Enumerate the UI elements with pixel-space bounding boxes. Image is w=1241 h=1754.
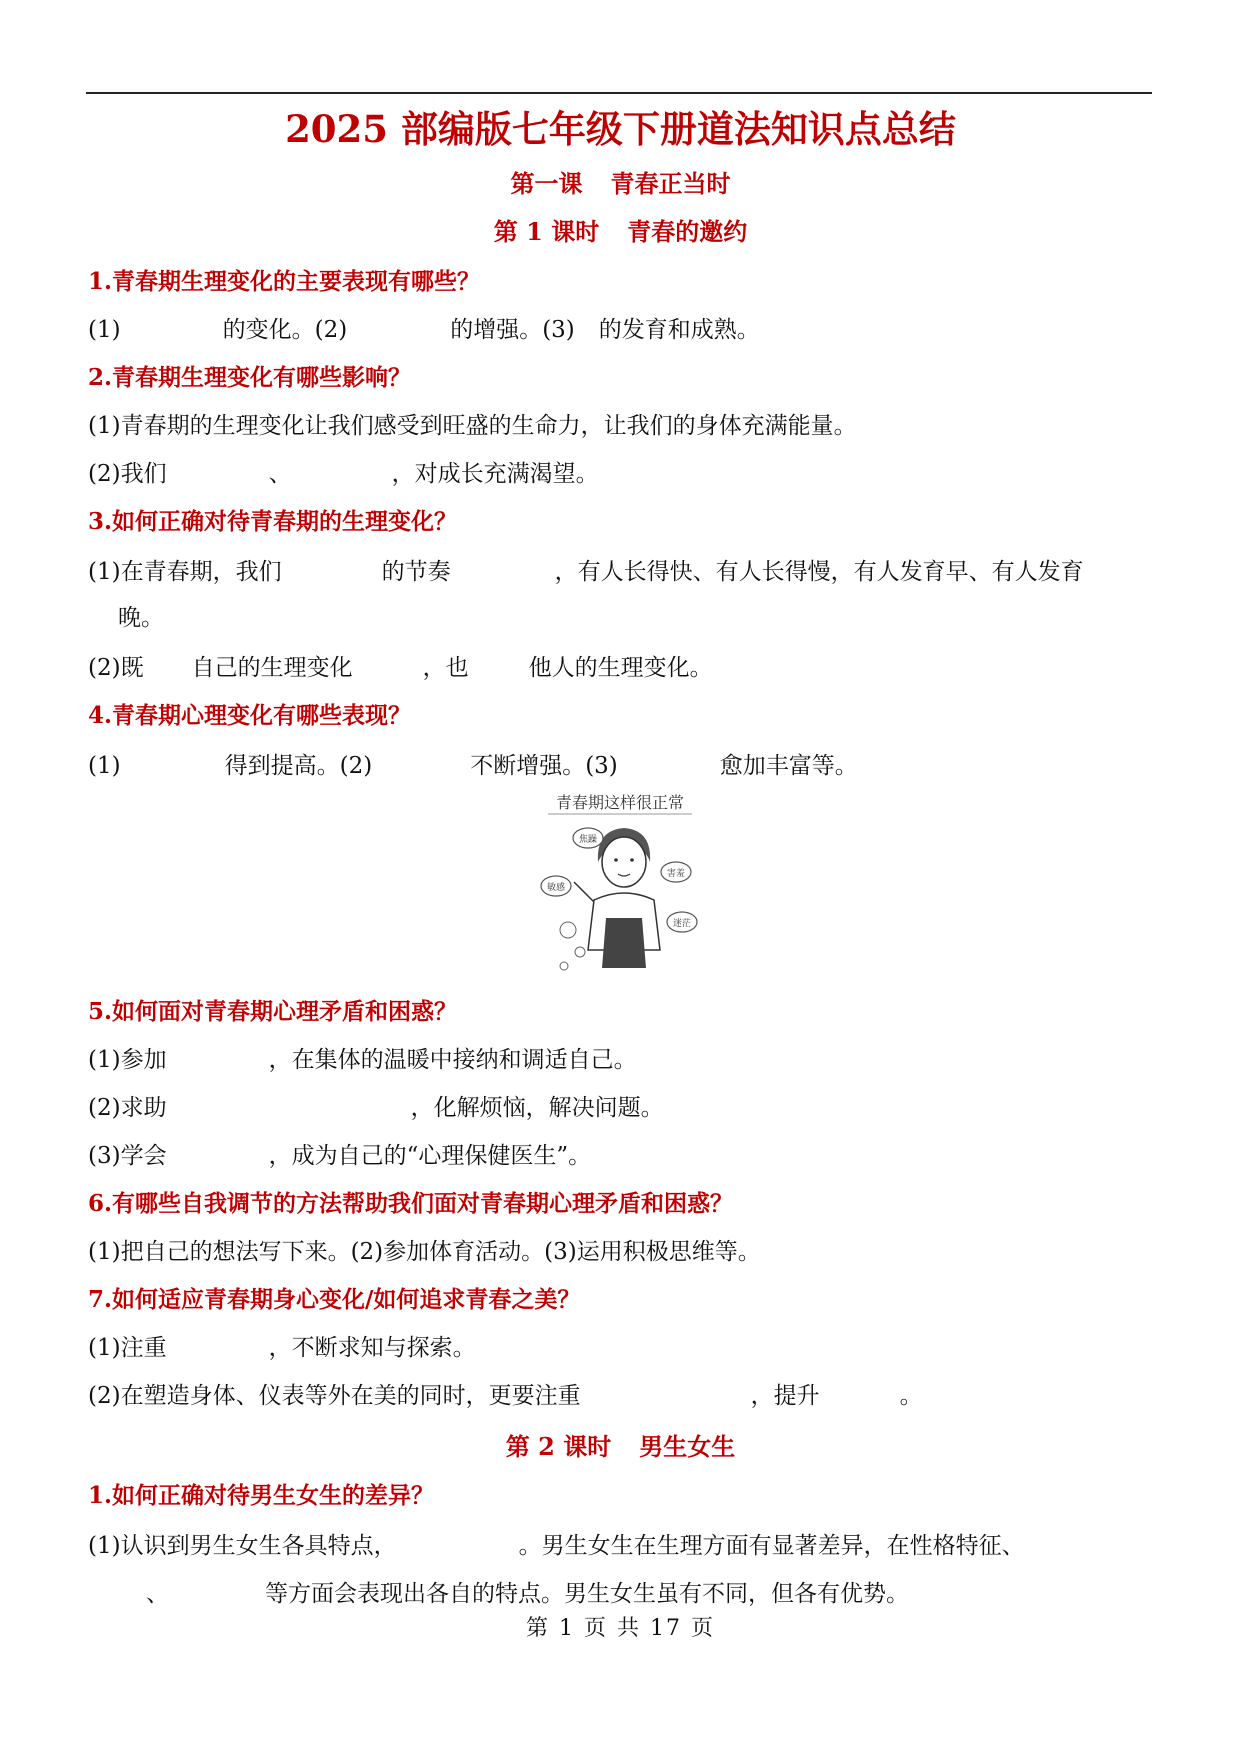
- answer-text: (1): [88, 317, 121, 343]
- question-5: 5.如何面对青春期心理矛盾和困惑？: [88, 998, 458, 1025]
- answer-text: (1): [88, 753, 121, 779]
- document-title: 2025 部编版七年级下册道法知识点总结: [285, 107, 956, 151]
- answer-3-1-continued: 晚。: [118, 605, 164, 631]
- page-footer: 第 1 页 共 17 页: [526, 1616, 715, 1641]
- answer-text: 等方面会表现出各自的特点。男生女生虽有不同，但各有优势。: [265, 1581, 909, 1607]
- answer-7-2: [88, 1380, 923, 1412]
- puberty-illustration: [528, 790, 712, 982]
- answer-text: (2)我们: [88, 461, 167, 487]
- answer-text: (3)学会: [88, 1143, 167, 1169]
- answer-text: 、: [268, 461, 292, 487]
- answer-text: 。男生女生在生理方面有显著差异，在性格特征、: [518, 1533, 1025, 1559]
- answer-7-1: [88, 1332, 476, 1364]
- answer-text: (2)在塑造身体、仪表等外在美的同时，更要注重: [88, 1383, 581, 1409]
- question-4: 4.青春期心理变化有哪些表现？: [88, 702, 412, 729]
- period-label: 第 1 课时: [493, 217, 600, 246]
- answer-text: (1)参加: [88, 1047, 167, 1073]
- answer-3-2: [88, 652, 713, 684]
- period-heading-1: [0, 216, 1241, 248]
- answer-text: 自己的生理变化: [191, 655, 353, 681]
- answer-text: 他人的生理变化。: [528, 655, 713, 681]
- lesson-label: 第一课: [510, 169, 583, 198]
- answer-text: ，在集体的温暖中接纳和调适自己。: [268, 1047, 637, 1073]
- answer-text: 不断增强。(3): [470, 753, 618, 779]
- bubble-label: 害羞: [666, 869, 686, 879]
- bubble-label: 敏感: [546, 883, 566, 893]
- answer-4: [88, 750, 858, 782]
- answer-2-2: [88, 458, 599, 490]
- lesson-name: 青春正当时: [610, 169, 731, 198]
- answer-text: 的增强。(3): [450, 317, 575, 343]
- answer-text: (1)认识到男生女生各具特点，: [88, 1533, 397, 1559]
- period-heading-2: [0, 1431, 1241, 1463]
- period-label: 第 2 课时: [505, 1432, 612, 1461]
- bubble-label: 迷茫: [672, 919, 692, 929]
- answer-text: 的变化。(2): [222, 317, 348, 343]
- answer-text: ，成为自己的“心理保健医生”。: [268, 1143, 592, 1169]
- answer-text: ，提升: [750, 1383, 820, 1409]
- answer-5-2: [88, 1092, 664, 1124]
- period2-answer-1-continued: [146, 1578, 909, 1610]
- answer-text: (2)求助: [88, 1095, 167, 1121]
- answer-3-1: [88, 556, 1084, 588]
- question-6: 6.有哪些自我调节的方法帮助我们面对青春期心理矛盾和困惑？: [88, 1190, 734, 1217]
- question-3: 3.如何正确对待青春期的生理变化？: [88, 508, 458, 535]
- answer-text: 愈加丰富等。: [719, 753, 858, 779]
- answer-text: (1)在青春期，我们: [88, 559, 282, 585]
- answer-text: (2)既: [88, 655, 144, 681]
- answer-6: (1)把自己的想法写下来。(2)参加体育活动。(3)运用积极思维等。: [88, 1239, 761, 1265]
- answer-text: (1)注重: [88, 1335, 167, 1361]
- answer-text: ，有人长得快、有人长得慢，有人发育早、有人发育: [554, 559, 1084, 585]
- girl-illustration-icon: [528, 790, 712, 982]
- answer-text: 得到提高。(2): [224, 753, 373, 779]
- question-1: 1.青春期生理变化的主要表现有哪些？: [88, 268, 481, 295]
- answer-5-1: [88, 1044, 637, 1076]
- answer-text: 、: [146, 1581, 169, 1607]
- lesson-heading: [0, 168, 1241, 200]
- illustration-caption: 青春期这样很正常: [555, 793, 685, 812]
- period-name: 男生女生: [639, 1432, 736, 1461]
- question-2: 2.青春期生理变化有哪些影响？: [88, 364, 412, 391]
- answer-5-3: [88, 1140, 591, 1172]
- period2-answer-1: [88, 1530, 1025, 1562]
- question-7: 7.如何适应青春期身心变化/如何追求青春之美？: [88, 1286, 581, 1313]
- answer-text: ，对成长充满渴望。: [391, 461, 599, 487]
- answer-2-1: (1)青春期的生理变化让我们感受到旺盛的生命力，让我们的身体充满能量。: [88, 413, 857, 439]
- answer-text: ，化解烦恼，解决问题。: [410, 1095, 664, 1121]
- period2-question-1: 1.如何正确对待男生女生的差异？: [88, 1482, 435, 1509]
- period-name: 青春的邀约: [627, 217, 748, 246]
- header-rule: [86, 92, 1152, 94]
- bubble-label: 焦躁: [578, 835, 598, 845]
- answer-text: ，不断求知与探索。: [268, 1335, 476, 1361]
- answer-text: 。: [899, 1383, 923, 1409]
- answer-text: 的发育和成熟。: [598, 317, 760, 343]
- answer-text: 的节奏: [381, 559, 451, 585]
- answer-text: ，也: [422, 655, 469, 681]
- answer-1: [88, 314, 760, 346]
